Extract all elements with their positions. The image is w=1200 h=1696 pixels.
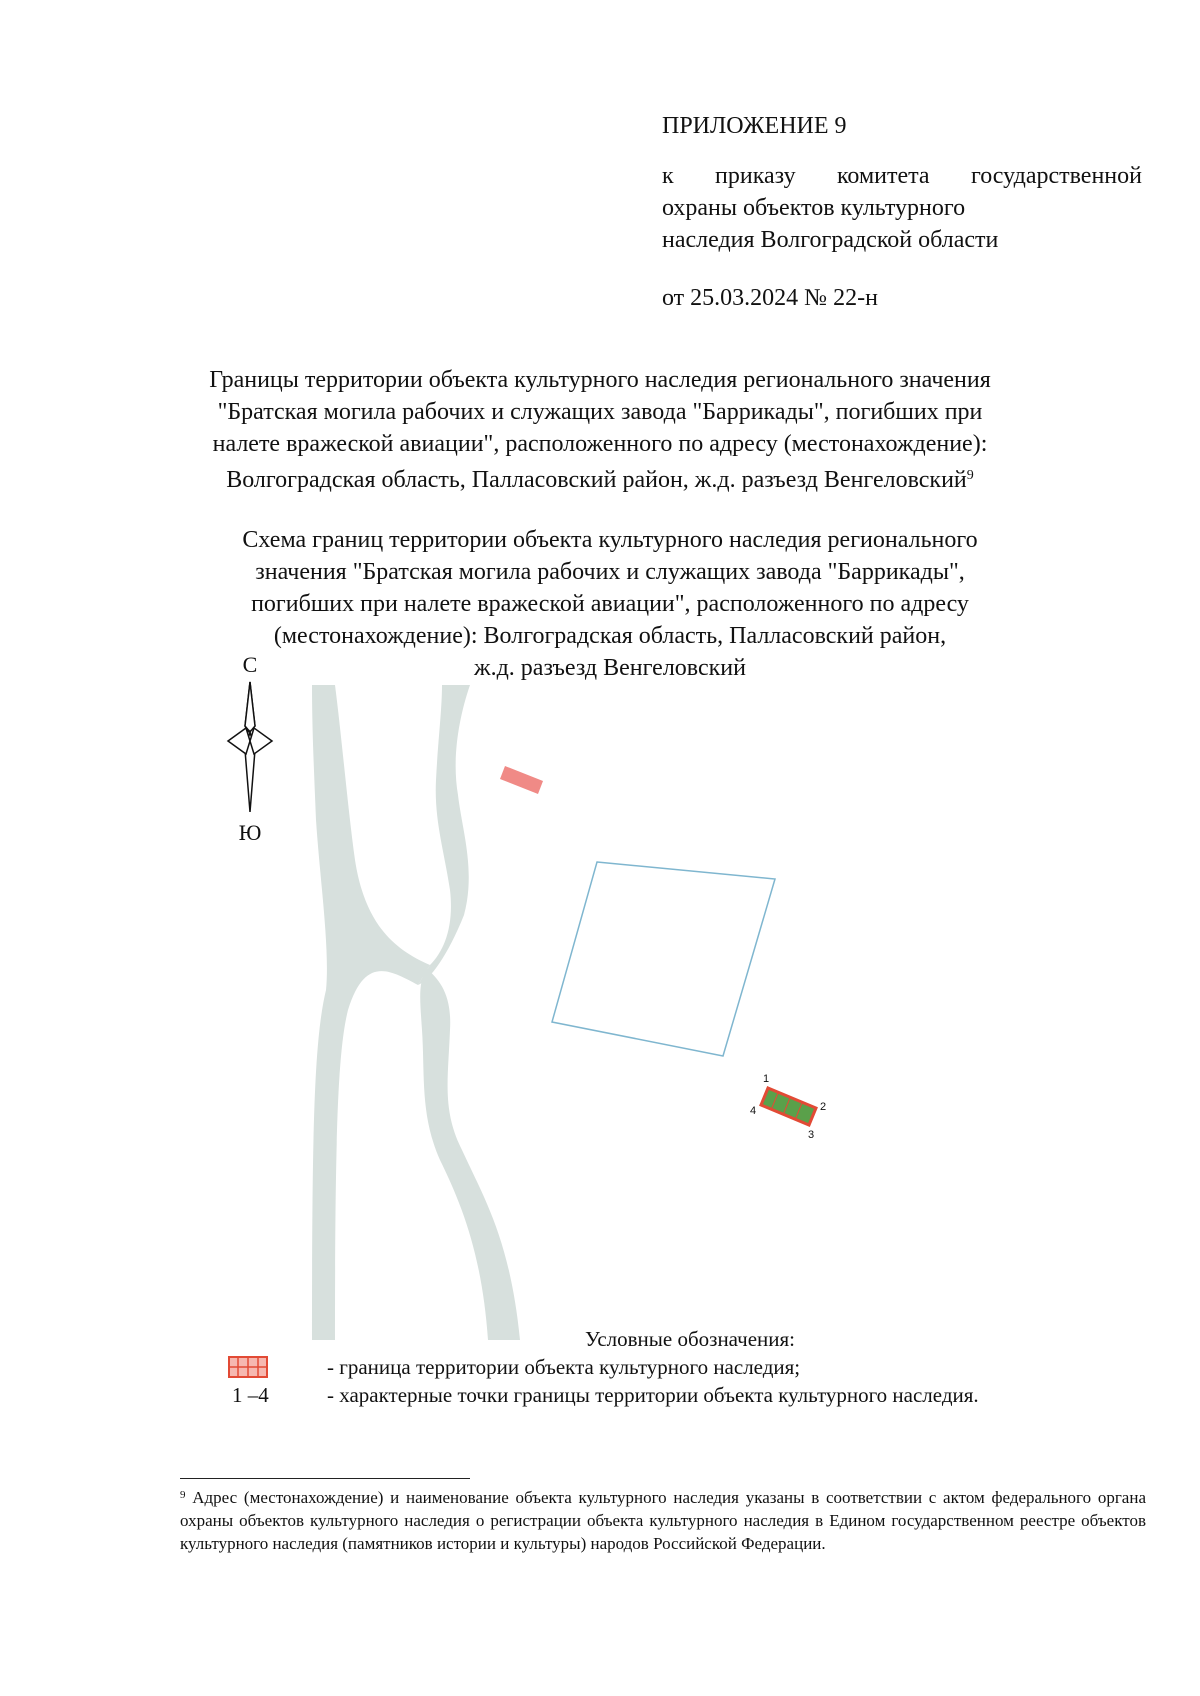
road-left xyxy=(312,685,430,1340)
title-line-last xyxy=(150,460,1050,496)
footnote-reference: 9 xyxy=(966,468,974,483)
footnote-mark: 9 xyxy=(180,1489,186,1501)
order-line: наследия Волгоградской области xyxy=(662,227,999,253)
compass-north-label: С xyxy=(242,652,258,677)
boundary-point-3: 3 xyxy=(808,1129,815,1141)
land-plot-outline xyxy=(552,862,775,1056)
legend-item-boundary: - граница территории объекта культурного наследия; xyxy=(327,1355,801,1379)
subtitle-line: значения "Братская могила рабочих и служащих завода "Баррикады", xyxy=(255,559,965,585)
title-line: Волгоградская область, Палласовский район, ж.д. разъезд Венгеловский xyxy=(226,467,967,493)
order-date-number: от 25.03.2024 № 22-н xyxy=(662,285,878,311)
compass-rose-icon xyxy=(228,682,272,812)
points-legend-symbol: 1 –4 xyxy=(232,1383,269,1407)
legend-item-points: - характерные точки границы территории объекта культурного наследия. xyxy=(327,1383,979,1407)
subtitle-line: погибших при налете вражеской авиации", расположенного по адресу xyxy=(251,591,969,617)
heritage-object-boundary xyxy=(761,1088,816,1125)
title-line: налете вражеской авиации", расположенного по адресу (местонахождение): xyxy=(212,431,988,457)
boundary-point-1: 1 xyxy=(763,1073,770,1085)
subtitle-line: Схема границ территории объекта культурного наследия регионального xyxy=(242,527,978,553)
footnote-divider xyxy=(180,1478,470,1479)
subtitle-line: ж.д. разъезд Венгеловский xyxy=(474,655,746,681)
order-reference xyxy=(662,160,1142,256)
footnote xyxy=(180,1484,1146,1555)
boundary-legend-symbol xyxy=(228,1355,268,1379)
footnote-text: Адрес (местонахождение) и наименование объекта культурного наследия указаны в соответствии с актом федерального органа охраны объектов культурного наследия о регистрации объекта культурного наследия в Едином государственном реестре объектов культурного наследия (памятников истории и культуры) народов Российской Федерации. xyxy=(180,1488,1146,1553)
scheme-subtitle xyxy=(180,524,1040,684)
road-lower-right xyxy=(420,968,520,1340)
compass-south-label: Ю xyxy=(238,820,262,845)
road-right xyxy=(418,685,470,985)
appendix-title: ПРИЛОЖЕНИЕ 9 xyxy=(662,113,847,139)
order-line: к приказу комитета государственной xyxy=(662,163,1142,189)
appendix-block xyxy=(662,110,1142,314)
document-title xyxy=(150,364,1050,496)
subtitle-line: (местонахождение): Волгоградская область, Палласовский район, xyxy=(273,623,947,649)
order-line: охраны объектов культурного xyxy=(662,195,966,221)
title-line: Границы территории объекта культурного наследия регионального значения xyxy=(209,367,991,393)
title-line: "Братская могила рабочих и служащих завода "Баррикады", погибших при xyxy=(217,399,983,425)
boundary-point-2: 2 xyxy=(820,1101,827,1113)
boundary-point-4: 4 xyxy=(750,1105,757,1117)
legend-heading: Условные обозначения: xyxy=(584,1327,796,1351)
red-building xyxy=(500,766,543,794)
